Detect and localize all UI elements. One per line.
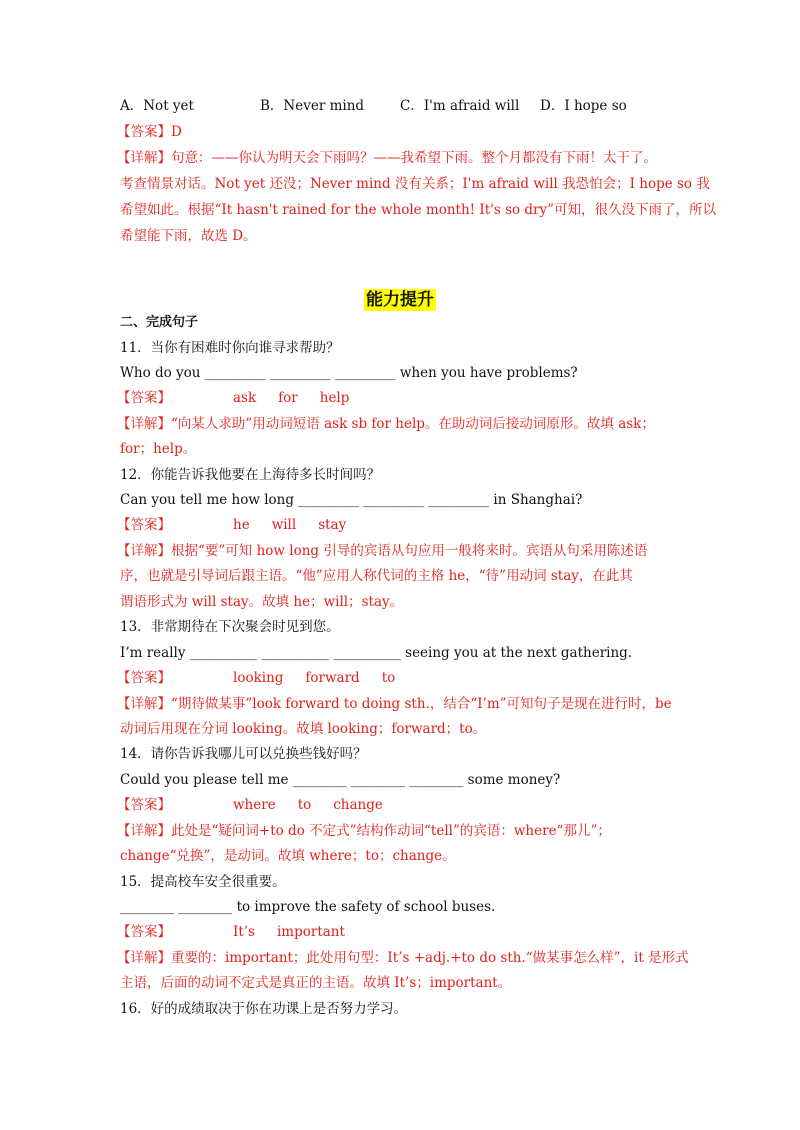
- question-detail-line: for；help。: [120, 441, 197, 457]
- q10-detail-line: 考查情景对话。Not yet 还没；Never mind 没有关系；I'm afraid will 我恐怕会；I hope so 我: [120, 176, 710, 192]
- answer-word: for: [278, 390, 298, 406]
- question-answer: [117, 516, 368, 534]
- answer-word: It’s: [233, 924, 255, 940]
- question-prompt-cn: 15．提高校车安全很重要。: [120, 874, 286, 890]
- question-detail-line: 谓语形式为 will stay。故填 he；will；stay。: [120, 594, 404, 610]
- question-sentence-en: Can you tell me how long _________ _________ _________ in Shanghai?: [120, 492, 583, 508]
- question-detail-line: 序，也就是引导词后跟主语。“他”应用人称代词的主格 he，“待”用动词 stay，在此其: [120, 568, 633, 584]
- section-title-text: 能力提升: [366, 290, 434, 310]
- q10-detail-line: 希望能下雨，故选 D。: [120, 228, 257, 244]
- q10-detail-line: 希望如此。根据“It hasn't rained for the whole month! It's so dry”可知，很久没下雨了，所以: [120, 202, 717, 218]
- question-detail-line: 【详解】根据“要”可知 how long 引导的宾语从句应用一般将来时。宾语从句采用陈述语: [117, 543, 648, 559]
- question-prompt-cn: 13．非常期待在下次聚会时见到您。: [120, 619, 340, 635]
- question-answer: [117, 389, 371, 407]
- question-answer: [117, 923, 367, 941]
- answer-label: 【答案】: [117, 517, 171, 533]
- answer-word: looking: [233, 670, 284, 686]
- q10-option-c: C．I'm afraid will: [400, 98, 520, 114]
- q10-options: [120, 97, 627, 115]
- answer-label: 【答案】: [117, 670, 171, 686]
- answer-word: will: [271, 517, 297, 533]
- question-sentence-en: ________ ________ to improve the safety of school buses.: [120, 899, 496, 915]
- q10-option-b: B．Never mind: [260, 98, 365, 114]
- answer-word: to: [381, 670, 396, 686]
- answer-word: he: [233, 517, 250, 533]
- answer-word: change: [333, 797, 383, 813]
- answer-word: forward: [305, 670, 360, 686]
- answer-label: 【答案】: [117, 390, 171, 406]
- question-detail-line: 【详解】此处是“疑问词+to do 不定式”结构作动词“tell”的宾语：where“那儿”；: [117, 823, 611, 839]
- question-prompt-cn: 11．当你有困难时你向谁寻求帮助？: [120, 340, 340, 356]
- answer-word: ask: [233, 390, 257, 406]
- answer-label: 【答案】: [117, 797, 171, 813]
- question-detail-line: 【详解】“向某人求助”用动词短语 ask sb for help。在助动词后接动词原形。故填 ask；: [117, 416, 655, 432]
- q10-option-a: A．Not yet: [120, 98, 194, 114]
- answer-word: important: [276, 924, 345, 940]
- answer-label: 【答案】: [117, 924, 171, 940]
- q10-option-d: D．I hope so: [540, 98, 627, 114]
- question-detail-line: change“兑换”，是动词。故填 where；to；change。: [120, 848, 456, 864]
- answer-value: D: [171, 124, 182, 140]
- question-prompt-cn: 12．你能告诉我他要在上海待多长时间吗？: [120, 467, 381, 483]
- question-answer: [117, 796, 405, 814]
- question-prompt-cn: 16．好的成绩取决于你在功课上是否努力学习。: [120, 1001, 408, 1017]
- answer-word: stay: [318, 517, 347, 533]
- question-prompt-cn: 14．请你告诉我哪儿可以兑换些钱好吗？: [120, 746, 367, 762]
- q10-answer: [117, 123, 182, 141]
- question-sentence-en: Who do you _________ _________ _________ when you have problems?: [120, 365, 578, 381]
- question-detail-line: 【详解】重要的：important；此处用句型：It’s +adj.+to do sth.“做某事怎么样”，it 是形式: [117, 950, 689, 966]
- question-detail-line: 【详解】“期待做某事”look forward to doing sth.，结合“I’m”可知句子是现在进行时，be: [117, 696, 672, 712]
- question-detail-line: 动词后用现在分词 looking。故填 looking；forward；to。: [120, 721, 487, 737]
- section-title: [0, 285, 800, 310]
- answer-word: where: [233, 797, 276, 813]
- question-detail-line: 主语，后面的动词不定式是真正的主语。故填 It’s；important。: [120, 975, 512, 991]
- question-sentence-en: I’m really __________ __________ __________ seeing you at the next gathering.: [120, 645, 633, 661]
- answer-word: to: [297, 797, 312, 813]
- answer-word: help: [319, 390, 350, 406]
- question-sentence-en: Could you please tell me ________ ________ ________ some money?: [120, 772, 561, 788]
- answer-label: 【答案】: [117, 124, 171, 140]
- question-answer: [117, 669, 417, 687]
- section-heading: 二、完成句子: [120, 315, 199, 330]
- q10-detail-line: 【详解】句意：——你认为明天会下雨吗？——我希望下雨。整个月都没有下雨！太干了。: [117, 150, 657, 166]
